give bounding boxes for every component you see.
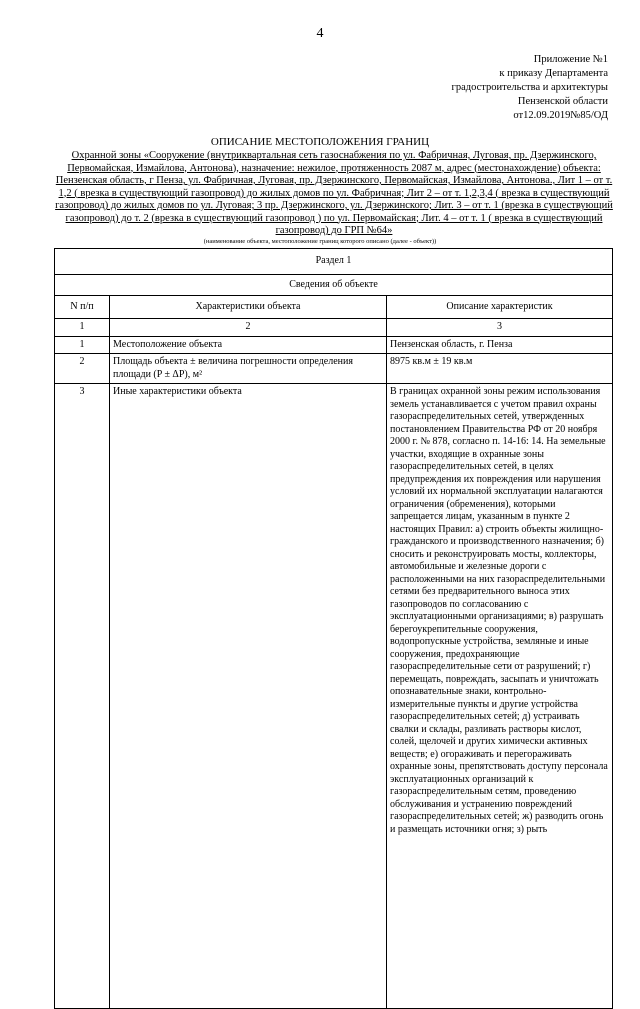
row-description: Пензенская область, г. Пенза: [387, 336, 613, 354]
row-characteristic: Площадь объекта ± величина погрешности определения площади (P ± ΔP), м²: [110, 354, 387, 384]
header-characteristic: Характеристики объекта: [110, 296, 387, 319]
appendix-line: градостроительства и архитектуры: [451, 82, 608, 93]
page-number: 4: [316, 26, 324, 41]
section-title: Раздел 1: [55, 249, 613, 275]
object-description: Охранной зоны «Сооружение (внутриквартальная сеть газоснабжения по ул. Фабричная, Луговая, пр. Дзержинского, Первомайская, Измайлова, Антонова), назначение: нежилое, протяженность 2087 м, адрес (местонахождение) объекта: Пензенская область, г Пенза, ул. Фабричная, Луговая, пр. Дзержинского, Первомайская, Измайлова, Антонова., Лит 1 – от т. 1,2 ( врезка в существующий газопровод) до жилых домов по ул. Фабричная; Лит 2 – от т. 1,2,3,4 ( врезка в существующий газопровод) до жилых домов по ул. Луговая; 3 пр. Дзержинского, ул. Дзержинского; Лит. 3 – от т. 1 (врезка в существующий газопровод) до т. 2 (врезка в существующий газопровод ) по ул. Первомайская; Лит. 4 – от т. 1 ( врезка в существующий газопровод) до ГРП №64»: [55, 150, 613, 236]
header-description: Описание характеристик: [387, 296, 613, 319]
row-number: 2: [55, 354, 110, 384]
column-number: 2: [110, 319, 387, 337]
subsection-title: Сведения об объекте: [55, 275, 613, 296]
numbering-row: [55, 319, 613, 337]
row-number: 3: [55, 384, 110, 1009]
header-number: N п/п: [55, 296, 110, 319]
document-title: ОПИСАНИЕ МЕСТОПОЛОЖЕНИЯ ГРАНИЦ: [210, 136, 430, 148]
section-row: [55, 249, 613, 275]
table-row: [55, 384, 613, 1009]
appendix-block: [452, 53, 608, 123]
row-description: В границах охранной зоны режим использования земель устанавливается с учетом правил охраны газораспределительных сетей, утвержденных постановлением Правительства РФ от 20 ноября 2000 г. № 878, согласно п. 14-16: 14. На земельные участки, входящие в охранные зоны газораспределительных сетей, в целях предупреждения их повреждения или нарушения условий их нормальной эксплуатации налагаются ограничения (обременения), которыми запрещается лицам, указанным в пункте 2 настоящих Правил: а) строить объекты жилищно-гражданского и производственного назначения; б) сносить и реконструировать мосты, коллекторы, автомобильные и железные дороги с расположенными на них газораспределительными сетями без предварительного выноса этих газопроводов по согласованию с эксплуатационными организациями; в) разрушать берегоукрепительные сооружения, водопропускные устройства, земляные и иные сооружения, предохраняющие газораспределительные сети от разрушений; г) перемещать, повреждать, засыпать и уничтожать опознавательные знаки, контрольно-измерительные пункты и другие устройства газораспределительных сетей; д) устраивать свалки и склады, разливать растворы кислот, солей, щелочей и других химически активных веществ; е) огораживать и перегораживать охранные зоны, препятствовать доступу персонала эксплуатационных организаций к газораспределительным сетям, проведению обслуживания и устранению повреждений газораспределительных сетей; ж) разводить огонь и размещать источники огня; з) рыть: [387, 384, 613, 1009]
row-characteristic: Иные характеристики объекта: [110, 384, 387, 1009]
row-characteristic: Местоположение объекта: [110, 336, 387, 354]
table-row: [55, 336, 613, 354]
column-number: 1: [55, 319, 110, 337]
appendix-line: Приложение №1: [533, 54, 608, 65]
header-row: [55, 296, 613, 319]
appendix-line: к приказу Департамента: [499, 68, 608, 79]
appendix-line: от12.09.2019№85/ОД: [513, 110, 608, 121]
object-info-table: [54, 248, 613, 1009]
row-number: 1: [55, 336, 110, 354]
table-row: [55, 354, 613, 384]
appendix-line: Пензенской области: [517, 96, 608, 107]
column-number: 3: [387, 319, 613, 337]
object-caption: (наименование объекта, местоположение границ которого описано (далее - объект)): [203, 238, 437, 245]
row-description: 8975 кв.м ± 19 кв.м: [387, 354, 613, 384]
subsection-row: [55, 275, 613, 296]
